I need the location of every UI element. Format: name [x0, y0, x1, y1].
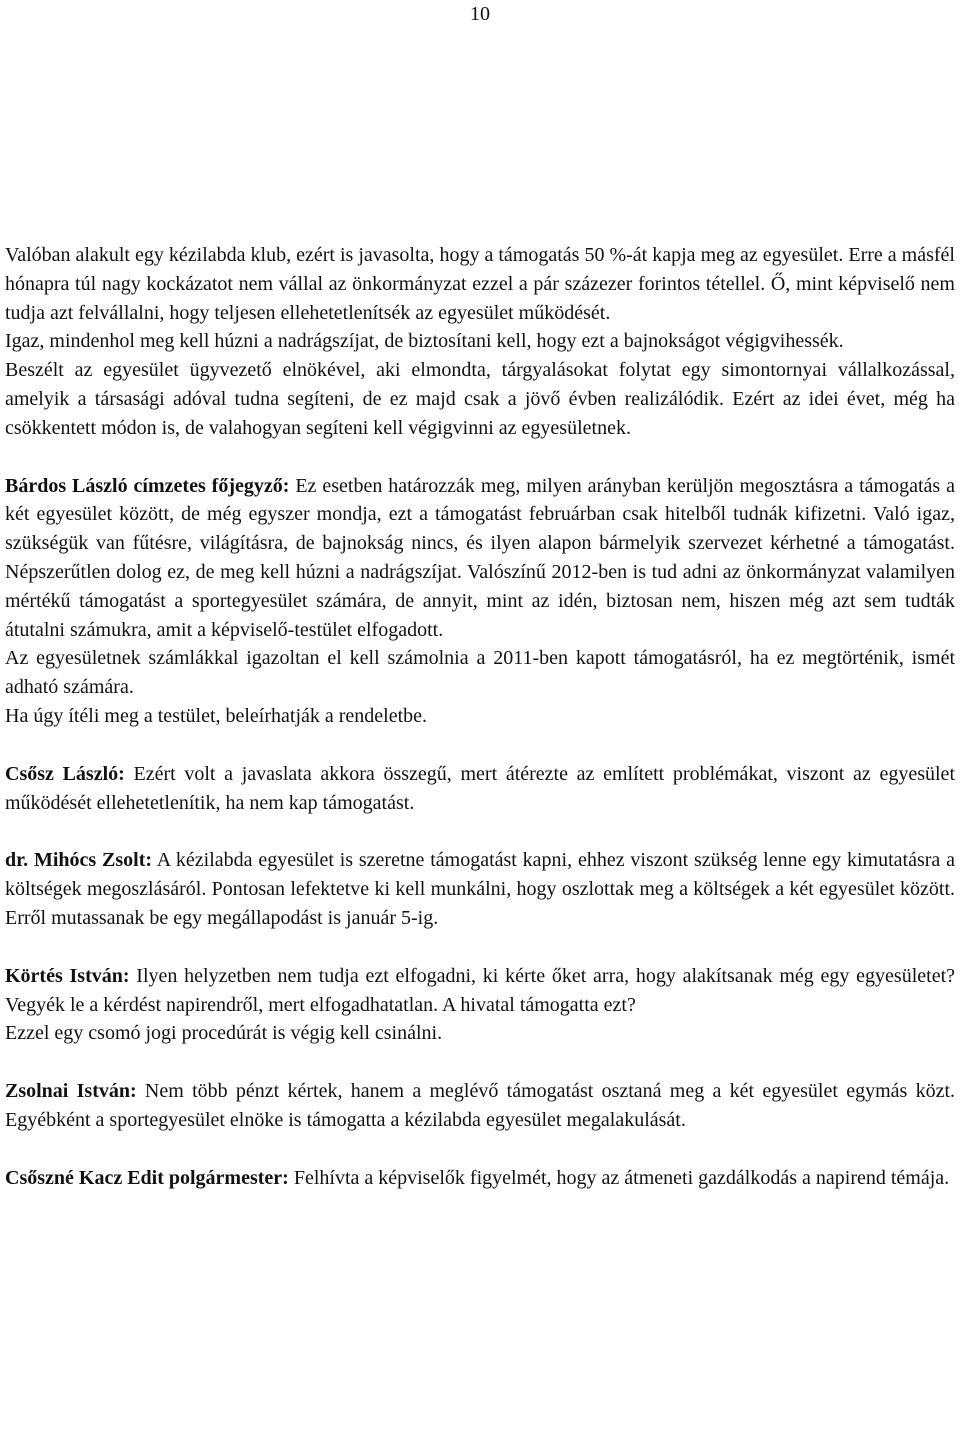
speech-kortes — [5, 962, 955, 1020]
speech-mayor — [5, 1164, 955, 1193]
paragraph-belt-tightening: Igaz, mindenhol meg kell húzni a nadrágszíjat, de biztosítani kell, hogy ezt a bajnokságot végigvihessék. — [5, 330, 844, 353]
document-body — [5, 241, 955, 1193]
speech-text: Ez esetben határozzák meg, milyen arányban kerüljön megosztásra a támogatás a két egyesület között, de még egyszer mondja, ezt a támogatást februárban csak hitelből tudnák kifizetni. Való igaz, szükségük van fűtésre, világításra, de bajnokság nincs, és ilyen alapon bármelyik szervezet kérhetné a támogatást. Népszerűtlen dolog ez, de meg kell húzni a nadrágszíjat. Valószínű 2012-ben is tud adni az önkormányzat valamilyen mértékű támogatást a sportegyesület számára, de annyit, mint az idén, biztosan nem, hiszen még azt sem tudták átutalni számukra, amit a képviselő-testület elfogadott. — [5, 474, 955, 641]
paragraph-gap — [5, 1135, 955, 1164]
speech-kortes-procedure: Ezzel egy csomó jogi procedúrát is végig kell csinálni. — [5, 1022, 443, 1045]
speaker-name: Bárdos László címzetes főjegyző: — [5, 474, 290, 497]
speech-text: Ilyen helyzetben nem tudja ezt elfogadni, ki kérte őket arra, hogy alakítsanak még egy egyesületet? Vegyék le a kérdést napirendről, mert elfogadhatatlan. A hivatal támogatta ezt? — [5, 964, 956, 1016]
paragraph-handball-club: Valóban alakult egy kézilabda klub, ezért is javasolta, hogy a támogatás 50 %-át kapja meg az egyesület. Erre a másfél hónapra túl nagy kockázatot nem vállal az önkormányzat ezzel a pár százezer forintos tétellel. Ő, mint képviselő nem tudja azt felvállalni, hogy teljesen ellehetetlenítsék az egyesület működését. — [5, 244, 955, 324]
speech-bardos — [5, 472, 955, 645]
speech-zsolnai — [5, 1077, 955, 1135]
speech-text: Felhívta a képviselők figyelmét, hogy az átmeneti gazdálkodás a napirend témája. — [288, 1166, 950, 1189]
paragraph-gap — [5, 443, 955, 472]
page-number: 10 — [470, 3, 490, 25]
speech-text: Nem több pénzt kértek, hanem a meglévő támogatást osztaná meg a két egyesület egymás közt. Egyébként a sportegyesület elnöke is támogatta a kézilabda egyesület megalakulását. — [5, 1080, 955, 1131]
speaker-name: Csőszné Kacz Edit polgármester: — [5, 1166, 289, 1189]
speech-text: Ezért volt a javaslata akkora összegű, mert átérezte az említett problémákat, viszont az egyesület működését ellehetetlenítik, ha nem kap támogatást. — [5, 762, 955, 814]
paragraph-gap — [5, 817, 955, 846]
paragraph-gap — [5, 1048, 955, 1077]
paragraph-gap — [5, 933, 955, 962]
paragraph-club-director: Beszélt az egyesület ügyvezető elnökével, aki elmondta, tárgyalásokat folytat egy simontornyai vállalkozással, amelyik a társasági adóval tudna segíteni, de ez majd csak a jövő évben realizálódik. Ezért az idei évet, még ha csökkentett módon is, de valahogyan segíteni kell végigvinni az egyesületnek. — [5, 359, 955, 439]
speech-mihocs — [5, 846, 955, 932]
speech-bardos-settlement: Az egyesületnek számlákkal igazoltan el kell számolnia a 2011-ben kapott támogatásról, ha ez megtörténik, ismét adható számára. — [5, 647, 955, 699]
speech-csosz — [5, 760, 955, 818]
paragraph-gap — [5, 731, 955, 760]
speaker-name: dr. Mihócs Zsolt: — [5, 849, 153, 872]
speech-text: A kézilabda egyesület is szeretne támogatást kapni, ehhez viszont szükség lenne egy kimutatásra a költségek megoszlásáról. Pontosan lefektetve ki kell munkálni, hogy oszlottak meg a költségek a két egyesület között. Erről mutassanak be egy megállapodást is január 5-ig. — [5, 849, 955, 929]
speaker-name: Körtés István: — [5, 964, 130, 987]
speaker-name: Csősz László: — [5, 762, 125, 785]
speaker-name: Zsolnai István: — [5, 1080, 137, 1103]
speech-bardos-decree: Ha úgy ítéli meg a testület, beleírhatják a rendeletbe. — [5, 704, 428, 727]
